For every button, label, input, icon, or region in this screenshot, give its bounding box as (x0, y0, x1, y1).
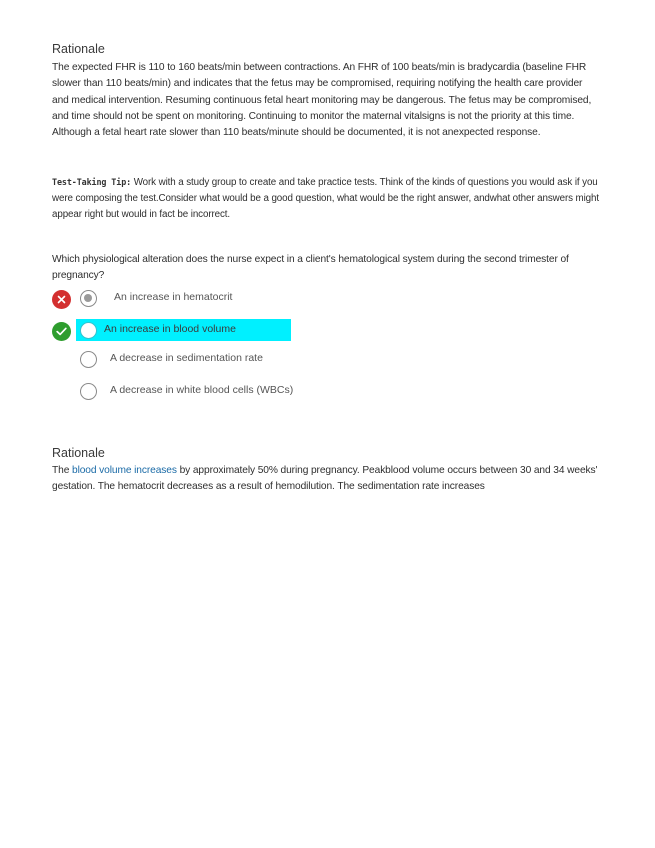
rationale-heading: Rationale (52, 446, 105, 460)
radio-button[interactable] (80, 351, 97, 368)
rationale-heading: Rationale (52, 42, 105, 56)
rationale-body: by approximately 50% during pregnancy. Peakblood volume occurs between 30 and 34 weeks' gestation. The hematocrit decreases as a result of hemodilution. The sedimentation rate increases (52, 465, 598, 493)
tip-label: Test-Taking Tip: (52, 177, 132, 187)
tip-text: Work with a study group to create and take practice tests. Think of the kinds of questions you would ask if you were composing the test.Consider what would be a good question, what would be the right answer, andwhat other answers might appear right but would in fact be incorrect. (52, 177, 599, 221)
option-label: A decrease in white blood cells (WBCs) (110, 384, 294, 396)
answer-option-3[interactable] (52, 349, 372, 373)
option-label: A decrease in sedimentation rate (110, 352, 263, 364)
correct-check-icon (52, 322, 71, 341)
rationale-intro: The (52, 465, 70, 476)
rationale-text: The expected FHR is 110 to 160 beats/min between contractions. An FHR of 100 beats/min is bradycardia (baseline FHR slower than 110 beats/min) and indicates that the fetus may be compromised, requiring notifying the health care provider and medical intervention. Resuming continuous fetal heart monitoring may be dangerous. The fetus may be compromised, and time should not be spent on monitoring. Continuing to monitor the maternal vitalsigns is not the priority at this time. Although a fetal heart rate slower than 110 beats/minute should be documented, it is not anexpected response. (52, 62, 592, 139)
answer-option-2[interactable] (52, 320, 372, 344)
option-label: An increase in hematocrit (114, 291, 233, 303)
answer-option-1[interactable] (52, 288, 372, 312)
rationale-text (52, 463, 600, 496)
radio-button[interactable] (80, 383, 97, 400)
option-label: An increase in blood volume (104, 323, 236, 335)
question-text: Which physiological alteration does the nurse expect in a client's hematological system during the second trimester of pregnancy? (52, 254, 569, 282)
incorrect-icon (52, 290, 71, 309)
answer-option-4[interactable] (52, 381, 372, 405)
radio-button[interactable] (80, 290, 97, 307)
radio-button[interactable] (80, 322, 97, 339)
test-taking-tip (52, 174, 600, 224)
blood-volume-link[interactable]: blood volume increases (72, 465, 177, 476)
